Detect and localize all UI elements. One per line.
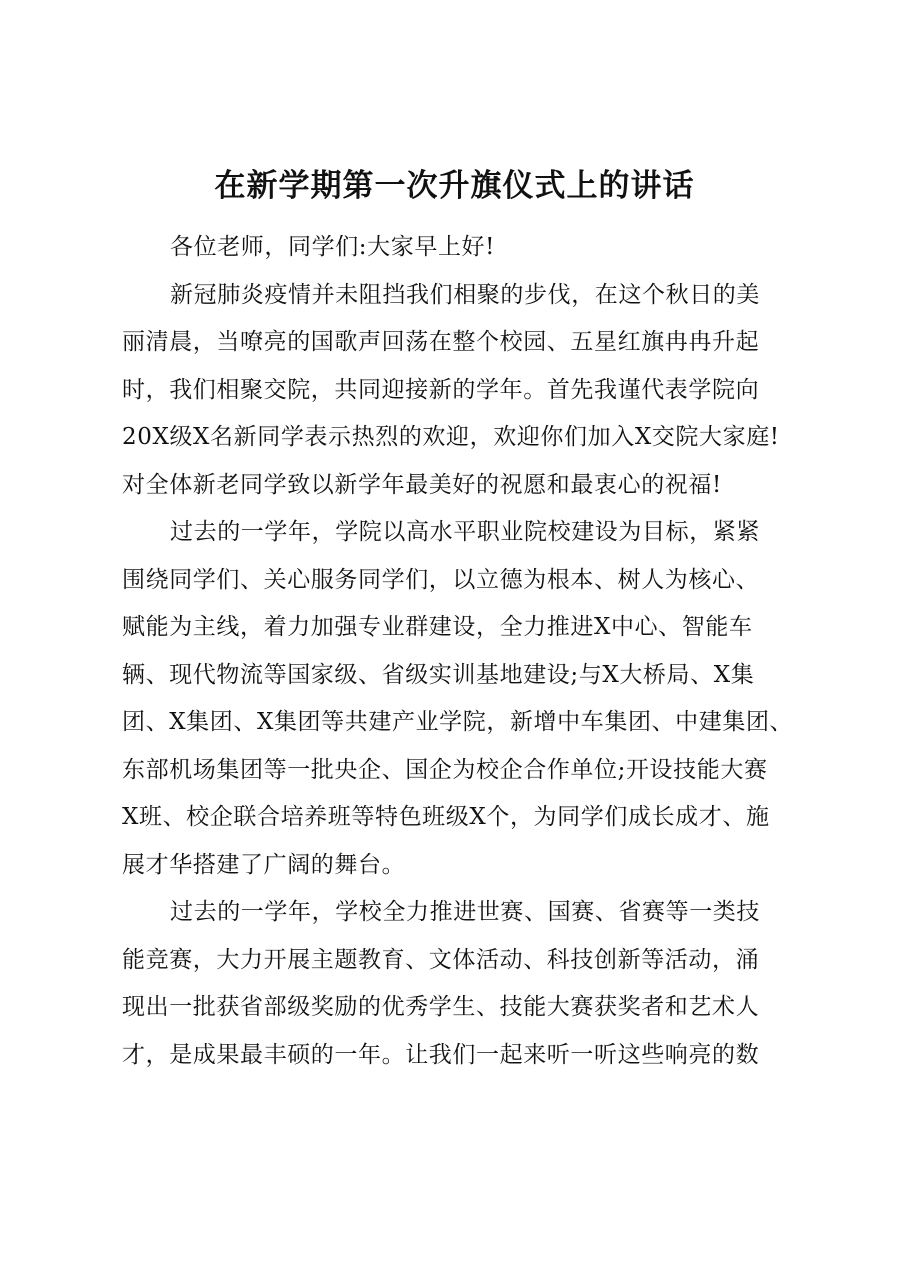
text-line: 现出一批获省部级奖励的优秀学生、技能大赛获奖者和艺术人 (122, 994, 760, 1020)
text-line: 东部机场集团等一批央企、国企为校企合作单位;开设技能大赛 (122, 756, 768, 783)
text-line: 新冠肺炎疫情并未阻挡我们相聚的步伐，在这个秋日的美 (170, 281, 760, 308)
text-line: 时，我们相聚交院，共同迎接新的学年。首先我谨代表学院向 (122, 376, 760, 403)
text-line: 围绕同学们、关心服务同学们，以立德为根本、树人为核心、 (122, 566, 760, 593)
text-line: 展才华搭建了广阔的舞台。 (122, 851, 406, 878)
paragraph-1 (122, 272, 822, 510)
paragraph-2 (122, 509, 822, 889)
text-line: 辆、现代物流等国家级、省级实训基地建设;与X大桥局、X集 (122, 661, 755, 688)
text-line: 20X级X名新同学表示热烈的欢迎，欢迎你们加入X交院大家庭! (122, 424, 780, 450)
text-line: 团、X集团、X集团等共建产业学院，新增中车集团、中建集团、 (122, 709, 794, 735)
text-line: 赋能为主线，着力加强专业群建设，全力推进X中心、智能车 (122, 614, 753, 640)
text-line: 过去的一学年，学校全力推进世赛、国赛、省赛等一类技 (170, 899, 760, 925)
text-line: 丽清晨，当嘹亮的国歌声回荡在整个校园、五星红旗冉冉升起 (122, 329, 760, 355)
document-body (122, 224, 822, 1079)
text-line: X班、校企联合培养班等特色班级X个，为同学们成长成才、施 (122, 804, 770, 830)
text-line: 各位老师，同学们:大家早上好! (170, 234, 495, 260)
text-line: 才，是成果最丰硕的一年。让我们一起来听一听这些响亮的数 (122, 1041, 760, 1068)
text-line: 过去的一学年，学院以高水平职业院校建设为目标，紧紧 (170, 519, 760, 545)
text-line: 能竞赛，大力开展主题教育、文体活动、科技创新等活动，涌 (122, 946, 760, 973)
document-title: 在新学期第一次升旗仪式上的讲话 (214, 168, 695, 204)
paragraph-3 (122, 889, 822, 1079)
paragraph-greeting (122, 224, 822, 272)
text-line: 对全体新老同学致以新学年最美好的祝愿和最衷心的祝福! (122, 471, 722, 498)
